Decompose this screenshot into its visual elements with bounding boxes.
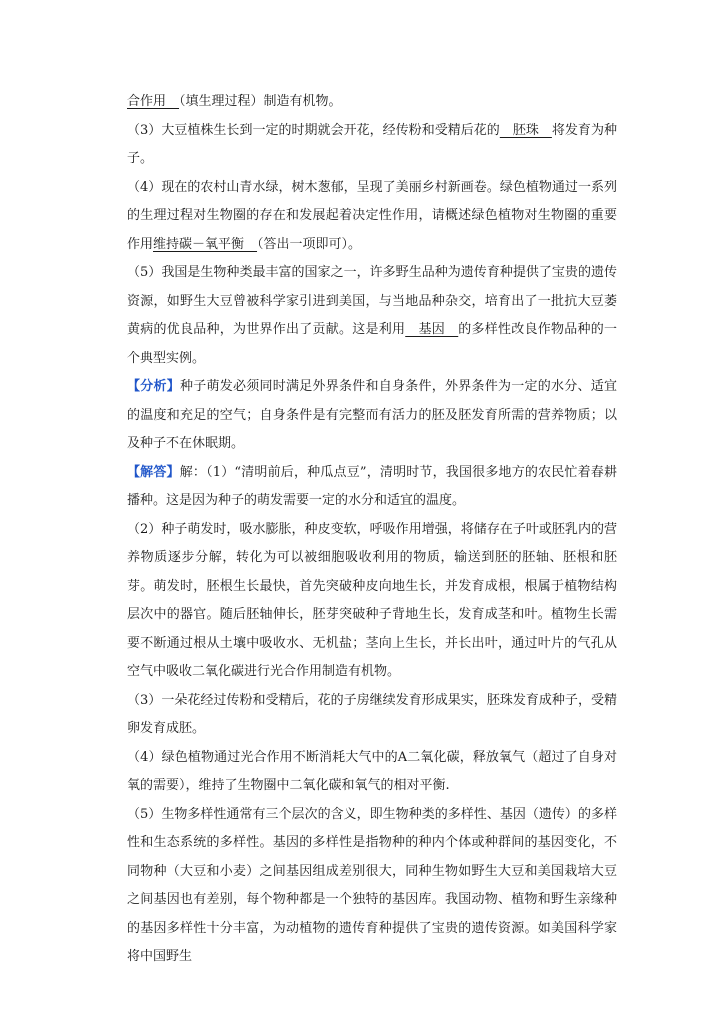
text-run: 的多样性改良作物品种的一个典型实例。: [127, 322, 617, 366]
answer-blank: 胚珠: [499, 122, 552, 138]
answer-blank-padding: [166, 94, 179, 109]
question-3: [127, 117, 617, 174]
analysis-tag: 【分析】: [127, 379, 180, 394]
text-run: 解：（1）“清明前后，种瓜点豆”，清明时节，我国很多地方的农民忙着春耕播种。这是因为种子的萌发需要一定的水分和适宜的温度。: [127, 464, 617, 508]
solution-section: [127, 459, 617, 516]
text-run: （4）绿色植物通过光合作用不断消耗大气中的A二氧化碳，释放氧气（超过了自身对氧的需要），维持了生物圈中二氧化碳和氧气的相对平衡.: [127, 749, 617, 793]
text-run: （3）一朵花经过传粉和受精后，花的子房继续发育形成果实，胚珠发育成种子，受精卵发育成胚。: [127, 692, 617, 736]
answer-blank: 合作用: [127, 94, 167, 109]
solution-tag: 【解答】: [127, 464, 180, 480]
text-run: （5）我国是生物种类最丰富的国家之一，许多野生品种为遗传育种提供了宝贵的遗传资源，如野生大豆曾被科学家引进到美国，与当地品种杂交，培育出了一批抗大豆萎黄病的优良品种，为世界作出了贡献。这是利用: [127, 265, 617, 337]
text-run: （5）生物多样性通常有三个层次的含义，即生物种类的多样性、基因（遗传）的多样性和生态系统的多样性。基因的多样性是指物种的种内个体或种群间的基因变化，不同物种（大豆和小麦）之间基因组成差别很大，同种生物如野生大豆和美国栽培大豆之间基因也有差别，每个物种都是一个独特的基因库。我国动物、植物和野生亲缘种的基因多样性十分丰富，为动植物的遗传育种提供了宝贵的遗传资源。如美国科学家将中国野生: [127, 806, 617, 964]
text-run: （4）现在的农村山青水绿，树木葱郁，呈现了美丽乡村新画卷。绿色植物通过一系列的生理过程对生物圈的存在和发展起着决定性作用，请概述绿色植物对生物圈的重要作用: [127, 179, 617, 252]
answer-blank: 维持碳－氧平衡: [153, 236, 258, 252]
solution-part-2: [127, 516, 617, 687]
text-run: （填生理过程）制造有机物。: [179, 94, 342, 109]
document-page: [127, 88, 617, 972]
text-run: （答出一项即可）。: [257, 236, 362, 252]
text-run: （3）大豆植株生长到一定的时期就会开花，经传粉和受精后花的: [127, 122, 500, 138]
solution-part-5: [127, 801, 617, 972]
text-run: （2）种子萌发时，吸水膨胀，种皮变软，呼吸作用增强，将储存在子叶或胚乳内的营养物质逐步分解，转化为可以被细胞吸收利用的物质，输送到胚的胚轴、胚根和胚芽。萌发时，胚根生长最快，首先突破种皮向地生长，并发育成根，根属于植物结构层次中的器官。随后胚轴伸长，胚芽突破种子背地生长，发育成茎和叶。植物生长需要不断通过根从土壤中吸收水、无机盐；茎向上生长，并长出叶，通过叶片的气孔从空气中吸收二氧化碳进行光合作用制造有机物。: [127, 521, 617, 679]
text-run: 种子萌发必须同时满足外界条件和自身条件，外界条件为一定的水分、适宜的温度和充足的空气；自身条件是有完整而有活力的胚及胚发育所需的营养物质；以及种子不在休眠期。: [127, 379, 617, 451]
question-4: [127, 174, 617, 260]
solution-part-4: [127, 744, 617, 801]
solution-part-3: [127, 687, 617, 744]
analysis-section: [127, 373, 617, 459]
answer-blank: 基因: [405, 322, 459, 337]
question-5: [127, 259, 617, 373]
text-run: 将发育为种子。: [127, 122, 617, 166]
answer-fill-photosynthesis: [127, 88, 617, 117]
